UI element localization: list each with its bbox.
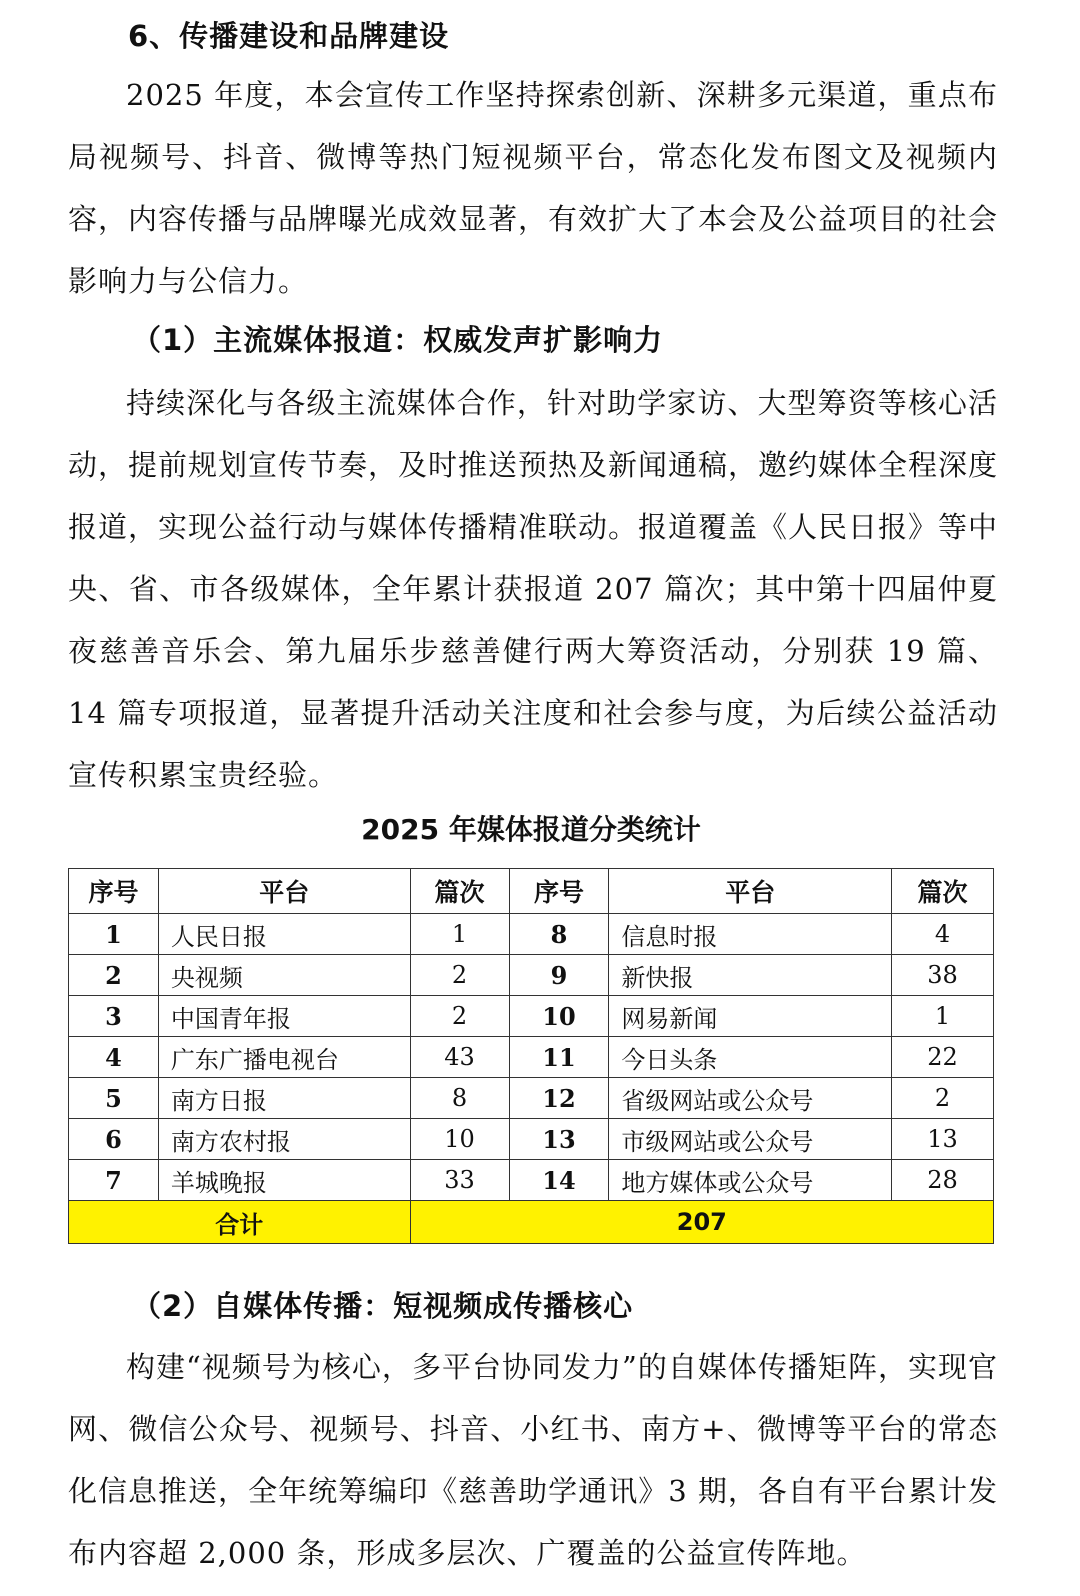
row-platform-left: 中国青年报 [158, 996, 410, 1037]
row-count-left: 33 [410, 1160, 509, 1201]
row-count-right: 13 [892, 1119, 994, 1160]
table-header-row [69, 869, 994, 914]
table-row [69, 1037, 994, 1078]
table-row [69, 955, 994, 996]
total-label: 合计 [69, 1201, 411, 1244]
row-platform-right: 地方媒体或公众号 [609, 1160, 892, 1201]
row-no-right: 12 [509, 1078, 609, 1119]
row-count-left: 2 [410, 955, 509, 996]
media-report-table [68, 868, 994, 1244]
row-count-left: 10 [410, 1119, 509, 1160]
row-no-right: 11 [509, 1037, 609, 1078]
row-platform-right: 今日头条 [609, 1037, 892, 1078]
row-no-left: 5 [69, 1078, 159, 1119]
table-row [69, 996, 994, 1037]
subsection1-paragraph: 持续深化与各级主流媒体合作，针对助学家访、大型筹资等核心活动，提前规划宣传节奏，及时推送预热及新闻通稿，邀约媒体全程深度报道，实现公益行动与媒体传播精准联动。报道覆盖《人民日报》等中央、省、市各级媒体，全年累计获报道 207 篇次；其中第十四届仲夏夜慈善音乐会、第九届乐步慈善健行两大筹资活动，分别获 19 篇、14 篇专项报道，显著提升活动关注度和社会参与度，为后续公益活动宣传积累宝贵经验。 [68, 386, 999, 792]
row-count-right: 1 [892, 996, 994, 1037]
row-no-right: 10 [509, 996, 609, 1037]
row-platform-left: 羊城晚报 [158, 1160, 410, 1201]
row-platform-right: 市级网站或公众号 [609, 1119, 892, 1160]
table-row [69, 1119, 994, 1160]
table-total-row [69, 1201, 994, 1244]
header-platform-right: 平台 [609, 869, 892, 914]
header-count-right: 篇次 [892, 869, 994, 914]
header-no-right: 序号 [509, 869, 609, 914]
row-platform-left: 南方日报 [158, 1078, 410, 1119]
subsection1-heading: （1）主流媒体报道：权威发声扩影响力 [132, 323, 664, 357]
row-platform-right: 信息时报 [609, 914, 892, 955]
row-no-left: 7 [69, 1160, 159, 1201]
row-count-right: 28 [892, 1160, 994, 1201]
row-no-left: 2 [69, 955, 159, 996]
header-platform-left: 平台 [158, 869, 410, 914]
row-platform-left: 广东广播电视台 [158, 1037, 410, 1078]
row-no-left: 1 [69, 914, 159, 955]
row-platform-left: 南方农村报 [158, 1119, 410, 1160]
header-no-left: 序号 [69, 869, 159, 914]
row-count-right: 2 [892, 1078, 994, 1119]
row-count-left: 43 [410, 1037, 509, 1078]
table-caption: 2025 年媒体报道分类统计 [361, 813, 701, 846]
subsection2-paragraph: 构建“视频号为核心，多平台协同发力”的自媒体传播矩阵，实现官网、微信公众号、视频号、抖音、小红书、南方+、微博等平台的常态化信息推送，全年统筹编印《慈善助学通讯》3 期，各自有平台累计发布内容超 2,000 条，形成多层次、广覆盖的公益宣传阵地。 [68, 1350, 998, 1570]
row-no-left: 4 [69, 1037, 159, 1078]
row-platform-left: 人民日报 [158, 914, 410, 955]
row-no-right: 8 [509, 914, 609, 955]
row-platform-right: 省级网站或公众号 [609, 1078, 892, 1119]
total-value: 207 [410, 1201, 993, 1244]
row-count-right: 38 [892, 955, 994, 996]
header-count-left: 篇次 [410, 869, 509, 914]
row-count-left: 8 [410, 1078, 509, 1119]
section-heading: 6、传播建设和品牌建设 [128, 19, 450, 53]
subsection2-heading: （2）自媒体传播：短视频成传播核心 [132, 1289, 634, 1323]
row-no-right: 14 [509, 1160, 609, 1201]
table-row [69, 914, 994, 955]
row-no-right: 13 [509, 1119, 609, 1160]
intro-paragraph: 2025 年度，本会宣传工作坚持探索创新、深耕多元渠道，重点布局视频号、抖音、微博等热门短视频平台，常态化发布图文及视频内容，内容传播与品牌曝光成效显著，有效扩大了本会及公益项目的社会影响力与公信力。 [68, 78, 999, 298]
row-platform-right: 网易新闻 [609, 996, 892, 1037]
row-no-right: 9 [509, 955, 609, 996]
row-count-right: 22 [892, 1037, 994, 1078]
row-count-left: 1 [410, 914, 509, 955]
row-platform-left: 央视频 [158, 955, 410, 996]
row-no-left: 6 [69, 1119, 159, 1160]
row-no-left: 3 [69, 996, 159, 1037]
row-count-left: 2 [410, 996, 509, 1037]
row-platform-right: 新快报 [609, 955, 892, 996]
table-row [69, 1160, 994, 1201]
row-count-right: 4 [892, 914, 994, 955]
table-row [69, 1078, 994, 1119]
